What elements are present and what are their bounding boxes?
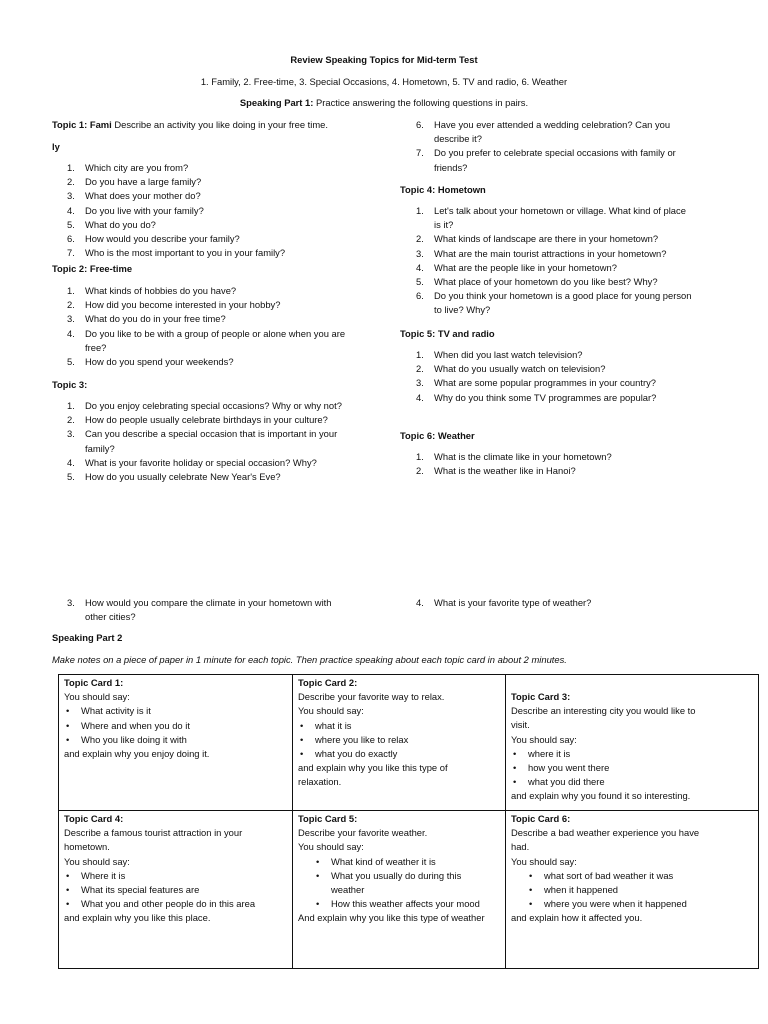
question-text: How would you describe your family? — [85, 233, 240, 245]
topic5-question-list — [416, 348, 716, 405]
topic3-heading: Topic 3: — [52, 379, 88, 390]
question-text: Can you describe a special occasion that is important in your — [85, 428, 338, 440]
card-bullet-list — [298, 719, 500, 762]
question-number: 4. — [67, 327, 75, 339]
topic1-heading-tail: ly — [52, 141, 60, 152]
question-text: Do you think your hometown is a good place for young person — [434, 290, 692, 302]
weather-question-4 — [416, 596, 716, 610]
question-text: When did you last watch television? — [434, 349, 583, 360]
question-number: 4. — [67, 204, 75, 216]
card-bullet-list — [511, 869, 753, 912]
card-bullet-continued: weather — [331, 884, 365, 896]
question-item — [67, 327, 387, 355]
card-line: and explain why you found it so interesting. — [511, 790, 691, 802]
question-text-continued: family? — [85, 442, 115, 454]
question-item — [67, 399, 387, 413]
card-line: relaxation. — [298, 776, 342, 788]
question-item — [416, 204, 716, 232]
question-number: 2. — [416, 233, 424, 245]
topic1-label: Topic 1: Fami — [52, 119, 112, 130]
card-line: and explain why you like this type of — [298, 762, 448, 774]
question-text: What are the people like in your hometown? — [434, 261, 617, 273]
question-text: What kinds of hobbies do you have? — [85, 285, 237, 296]
question-item — [67, 232, 387, 246]
question-number: 4. — [67, 456, 75, 468]
question-item — [67, 413, 387, 427]
card-bullet: • Where it is — [64, 869, 287, 883]
page-title: Review Speaking Topics for Mid-term Test — [290, 54, 478, 65]
topic-cards-table — [58, 674, 759, 969]
card-bullet-list — [511, 747, 753, 790]
question-item — [67, 312, 387, 326]
weather-question-3 — [67, 596, 387, 624]
question-number: 3. — [67, 190, 75, 202]
question-number: 2. — [416, 363, 424, 375]
card-bullet: • What its special features are — [64, 883, 287, 897]
question-number: 3. — [416, 247, 424, 259]
topic3-question-list-continued — [416, 118, 716, 175]
question-number: 3. — [67, 428, 75, 440]
speaking-part1-heading — [0, 96, 768, 110]
topic1-inline-text: Describe an activity you like doing in your free time. — [111, 119, 328, 130]
card-title: Topic Card 6: — [511, 813, 571, 824]
card-bullet: • where you like to relax — [298, 733, 500, 747]
card-title: Topic Card 2: — [298, 677, 358, 688]
question-number: 1. — [67, 400, 75, 411]
card-bullet: • when it happened — [511, 883, 753, 897]
question-item — [416, 464, 716, 478]
question-number: 1. — [67, 162, 75, 173]
question-number: 2. — [67, 414, 75, 426]
question-text: Who is the most important to you in your family? — [85, 247, 286, 259]
question-text: What is your favorite type of weather? — [434, 597, 592, 608]
question-item — [67, 189, 387, 203]
topic2-heading: Topic 2: Free-time — [52, 263, 133, 274]
card-line: Describe your favorite way to relax. — [298, 691, 445, 703]
question-item — [67, 456, 387, 470]
card-line: had. — [511, 841, 530, 853]
question-item — [67, 596, 387, 624]
question-number: 7. — [67, 247, 75, 259]
speaking-part2-instruction: Make notes on a piece of paper in 1 minute for each topic. Then practice speaking about each topic card in about 2 minutes. — [52, 654, 567, 665]
topic6-heading: Topic 6: Weather — [400, 430, 475, 441]
question-item — [416, 391, 716, 405]
question-text: What kinds of landscape are there in your hometown? — [434, 233, 659, 245]
card-line: Describe an interesting city you would like to — [511, 705, 696, 717]
question-item — [416, 247, 716, 261]
card-line: You should say: — [64, 691, 130, 703]
question-text: How would you compare the climate in your hometown with — [85, 597, 332, 608]
question-text: What does your mother do? — [85, 190, 201, 202]
card-bullet-list — [64, 869, 287, 912]
topic-card-1 — [59, 675, 293, 811]
topic-card-5 — [293, 811, 506, 969]
question-number: 2. — [416, 465, 424, 477]
question-number: 1. — [416, 451, 424, 462]
speaking-part2-heading: Speaking Part 2 — [52, 632, 123, 643]
card-bullet: • Who you like doing it with — [64, 733, 287, 747]
card-bullet: • how you went there — [511, 761, 753, 775]
question-item — [416, 261, 716, 275]
question-number: 6. — [416, 119, 424, 130]
topic2-question-list — [67, 284, 387, 369]
card-line: You should say: — [64, 855, 130, 867]
question-text-continued: other cities? — [85, 611, 136, 623]
question-text: How do people usually celebrate birthdays in your culture? — [85, 414, 328, 426]
question-text: Which city are you from? — [85, 162, 189, 173]
card-bullet: • What you and other people do in this area — [64, 897, 287, 911]
question-text-continued: describe it? — [434, 133, 482, 145]
card-line: Describe a bad weather experience you have — [511, 827, 700, 839]
question-text: Do you live with your family? — [85, 204, 204, 216]
question-text: What do you usually watch on television? — [434, 363, 606, 375]
question-item — [416, 450, 716, 464]
card-line: and explain why you like this place. — [64, 912, 211, 924]
card-bullet: • what it is — [298, 719, 500, 733]
card-line: You should say: — [511, 855, 577, 867]
question-item — [416, 376, 716, 390]
card-bullet: • what you do exactly — [298, 747, 500, 761]
card-bullet-list — [298, 855, 500, 912]
question-number: 3. — [416, 377, 424, 389]
question-number: 1. — [416, 349, 424, 360]
question-number: 2. — [67, 176, 75, 188]
question-item — [67, 204, 387, 218]
card-line: You should say: — [298, 705, 364, 717]
question-text: What is the climate like in your hometown? — [434, 451, 612, 462]
card-line: And explain why you like this type of weather — [298, 912, 485, 924]
question-number: 5. — [416, 276, 424, 288]
question-text: Do you like to be with a group of people or alone when you are — [85, 327, 346, 339]
question-number: 1. — [416, 205, 424, 216]
card-bullet: • What activity is it — [64, 704, 287, 718]
question-item — [67, 218, 387, 232]
card-line: Describe a famous tourist attraction in your — [64, 827, 243, 839]
question-number: 6. — [67, 233, 75, 245]
question-text: What are some popular programmes in your country? — [434, 377, 656, 389]
question-number: 3. — [67, 313, 75, 325]
card-title: Topic Card 5: — [298, 813, 358, 824]
topic5-heading: Topic 5: TV and radio — [400, 328, 495, 339]
question-number: 5. — [67, 471, 75, 483]
topic4-heading: Topic 4: Hometown — [400, 184, 486, 195]
question-item — [416, 348, 716, 362]
card-bullet: • Where and when you do it — [64, 719, 287, 733]
topic1-heading — [52, 118, 392, 132]
card-title: Topic Card 1: — [64, 677, 124, 688]
card-bullet: • what you did there — [511, 775, 753, 789]
card-line: and explain how it affected you. — [511, 912, 643, 924]
question-number: 5. — [67, 356, 75, 368]
question-text: What place of your hometown do you like best? Why? — [434, 276, 658, 288]
question-item — [416, 596, 716, 610]
topic6-question-list — [416, 450, 716, 478]
question-number: 2. — [67, 299, 75, 311]
question-item — [67, 284, 387, 298]
question-text: How did you become interested in your hobby? — [85, 299, 281, 311]
card-title: Topic Card 3: — [511, 691, 571, 702]
question-number: 4. — [416, 597, 424, 608]
question-text: What is your favorite holiday or special occasion? Why? — [85, 456, 317, 468]
question-text-continued: free? — [85, 341, 107, 353]
card-line: You should say: — [511, 733, 577, 745]
topic4-question-list — [416, 204, 716, 318]
question-item — [416, 289, 716, 317]
question-text: How do you spend your weekends? — [85, 356, 234, 368]
question-item — [67, 175, 387, 189]
question-text: What is the weather like in Hanoi? — [434, 465, 576, 477]
question-text: Why do you think some TV programmes are popular? — [434, 391, 657, 403]
card-line: visit. — [511, 719, 530, 731]
card-title: Topic Card 4: — [64, 813, 124, 824]
question-item — [67, 470, 387, 484]
question-number: 4. — [416, 261, 424, 273]
card-line: Describe your favorite weather. — [298, 827, 428, 839]
question-text: Do you enjoy celebrating special occasions? Why or why not? — [85, 400, 342, 411]
question-item — [67, 246, 387, 260]
card-bullet: • where you were when it happened — [511, 897, 753, 911]
question-item — [67, 298, 387, 312]
card-line: and explain why you enjoy doing it. — [64, 748, 210, 760]
question-item — [416, 275, 716, 289]
question-number: 6. — [416, 290, 424, 302]
question-text-continued: friends? — [434, 161, 468, 173]
topic-card-6 — [506, 811, 759, 969]
card-bullet: • What you usually do during this weather — [298, 869, 500, 897]
question-text-continued: is it? — [434, 219, 454, 231]
topic-card-4 — [59, 811, 293, 969]
question-text-continued: to live? Why? — [434, 304, 491, 316]
card-bullet-list — [64, 704, 287, 747]
card-bullet: • what sort of bad weather it was — [511, 869, 753, 883]
topics-summary: 1. Family, 2. Free-time, 3. Special Occasions, 4. Hometown, 5. TV and radio, 6. Weather — [200, 76, 568, 87]
question-item — [416, 118, 716, 146]
topic1-question-list — [67, 161, 387, 260]
question-number: 7. — [416, 147, 424, 159]
card-bullet: • where it is — [511, 747, 753, 761]
card-line: hometown. — [64, 841, 110, 853]
question-item — [67, 161, 387, 175]
question-number: 5. — [67, 218, 75, 230]
card-bullet: • How this weather affects your mood — [298, 897, 500, 911]
question-text: What do you do? — [85, 218, 156, 230]
card-bullet: • What kind of weather it is — [298, 855, 500, 869]
question-text: What do you do in your free time? — [85, 313, 226, 325]
topic-card-2 — [293, 675, 506, 811]
question-text: Have you ever attended a wedding celebration? Can you — [434, 119, 671, 130]
topic-card-3 — [506, 675, 759, 811]
question-item — [67, 355, 387, 369]
card-line: You should say: — [298, 841, 364, 853]
question-number: 4. — [416, 391, 424, 403]
question-item — [67, 427, 387, 455]
part1-label: Speaking Part 1: — [239, 97, 314, 108]
question-item — [416, 232, 716, 246]
question-text: How do you usually celebrate New Year's Eve? — [85, 471, 281, 483]
question-item — [416, 362, 716, 376]
topic3-question-list — [67, 399, 387, 484]
question-text: Do you prefer to celebrate special occasions with family or — [434, 147, 676, 159]
question-number: 3. — [67, 597, 75, 608]
question-item — [416, 146, 716, 174]
question-text: Do you have a large family? — [85, 176, 202, 188]
question-text: Let's talk about your hometown or village. What kind of place — [434, 205, 686, 216]
question-text: What are the main tourist attractions in your hometown? — [434, 247, 667, 259]
part1-instruction: Practice answering the following questions in pairs. — [313, 97, 529, 108]
question-number: 1. — [67, 285, 75, 296]
